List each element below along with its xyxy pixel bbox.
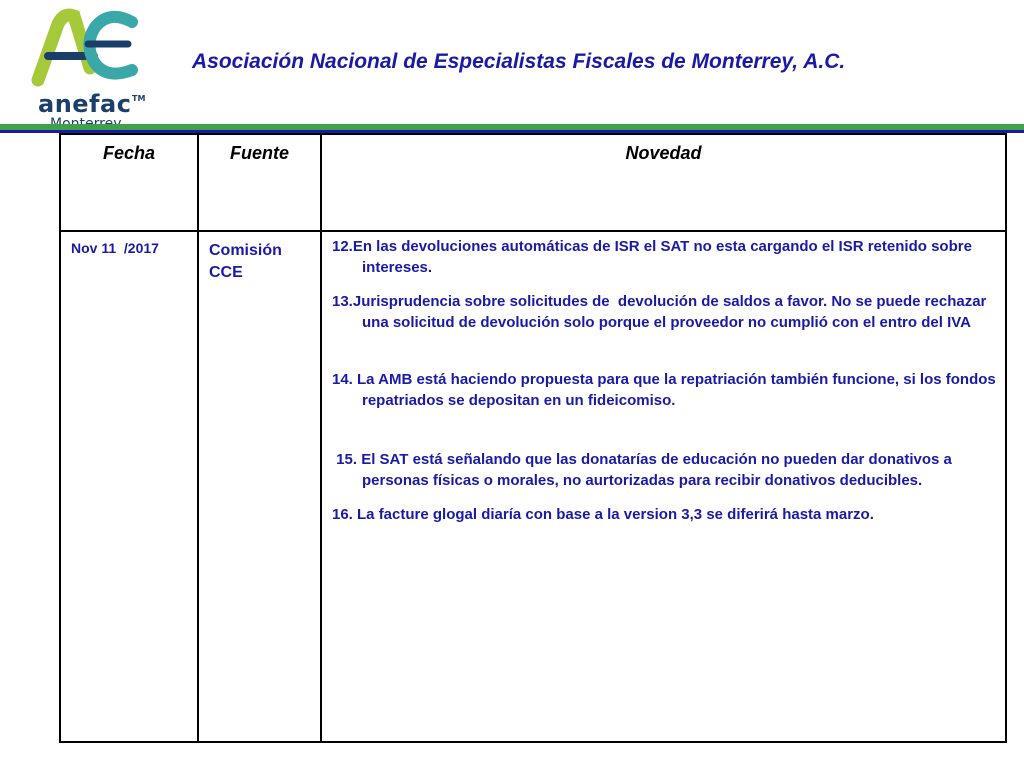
header-fuente: Fuente bbox=[198, 134, 321, 231]
table-header-row bbox=[60, 134, 1006, 231]
news-item: 14. La AMB está haciendo propuesta para que la repatriación también funcione, si los fondos repatriados se depositan en un fideicomiso. bbox=[332, 371, 1000, 409]
fuente-line: CCE bbox=[209, 264, 243, 281]
anefac-logo bbox=[28, 8, 146, 128]
page-title: Asociación Nacional de Especialistas Fiscales de Monterrey, A.C. bbox=[192, 50, 846, 73]
fuente-line: Comisión bbox=[209, 242, 282, 259]
news-item: 12.En las devoluciones automáticas de ISR el SAT no esta cargando el ISR retenido sobre intereses. bbox=[332, 238, 977, 276]
news-item: 16. La facture glogal diaría con base a la version 3,3 se diferirá hasta marzo. bbox=[332, 506, 874, 523]
header-fecha: Fecha bbox=[60, 134, 198, 231]
table-row bbox=[60, 231, 1006, 742]
cell-fecha: Nov 11 /2017 bbox=[60, 231, 198, 742]
header-novedad: Novedad bbox=[321, 134, 1006, 231]
cell-novedad bbox=[321, 231, 1006, 742]
logo-wordmark: anefac bbox=[38, 90, 132, 118]
ae-logo-mark-icon bbox=[28, 8, 146, 90]
logo-trademark: TM bbox=[132, 94, 146, 103]
news-item: 13.Jurisprudencia sobre solicitudes de devolución de saldos a favor. No se puede rechazar una solicitud de devolución solo porque el proveedor no cumplió con el entro del IVA bbox=[332, 293, 991, 331]
news-item: 15. El SAT está señalando que las donatarías de educación no pueden dar donativos a personas físicas o morales, no aurtorizadas para recibir donativos deducibles. bbox=[332, 451, 957, 489]
cell-fuente bbox=[198, 231, 321, 742]
news-table bbox=[59, 133, 1007, 743]
